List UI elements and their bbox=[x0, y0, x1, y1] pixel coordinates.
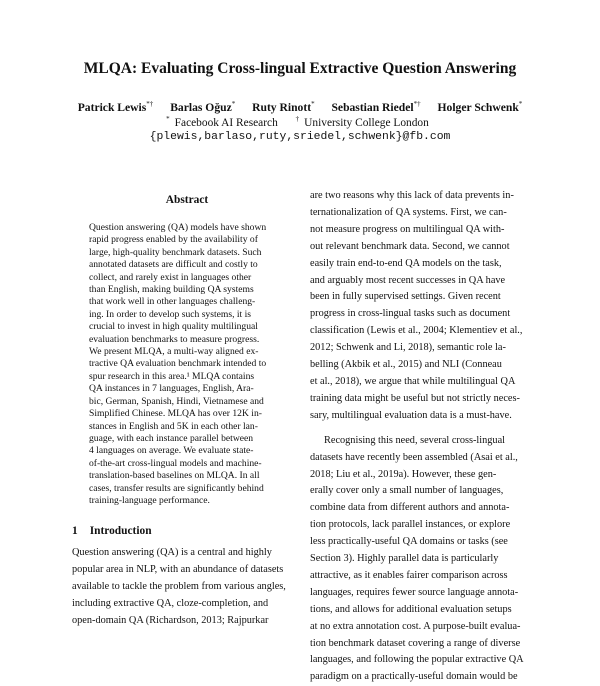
author: Barlas Oğuz* bbox=[170, 100, 236, 114]
text-line: less practically-useful QA domains or tasks (see bbox=[310, 536, 508, 548]
text-line: open-domain QA (Richardson, 2013; Rajpurkar bbox=[72, 614, 269, 626]
text-line: crucial to invest in high quality multilingual bbox=[89, 321, 258, 333]
affiliations bbox=[0, 117, 600, 129]
abstract-body bbox=[89, 222, 292, 507]
text-line: Section 3). Highly parallel data is particularly bbox=[310, 553, 499, 565]
section-number: 1 bbox=[72, 525, 78, 538]
text-line: including extractive QA, cloze-completion, and bbox=[72, 598, 269, 610]
text-line: easily train end-to-end QA models on the task, bbox=[310, 257, 502, 269]
text-line: tion benchmark dataset covering a range of diverse bbox=[310, 637, 521, 649]
text-line: 4 languages on average. We evaluate state- bbox=[89, 445, 254, 457]
text-line: attractive, as it enables fairer comparison across bbox=[310, 569, 508, 581]
text-line: translation-based baselines on MLQA. In all bbox=[89, 470, 260, 482]
text-line: at no extra annotation cost. A purpose-built evalua- bbox=[310, 620, 521, 632]
section-title: Introduction bbox=[89, 525, 152, 538]
text-line: evaluation benchmarks to measure progress. bbox=[89, 333, 260, 345]
author-list bbox=[0, 101, 600, 114]
text-line: tions, and allows for additional evaluation setups bbox=[310, 603, 512, 615]
introduction-body bbox=[72, 545, 302, 630]
text-line: stances in English and 5K in each other lan- bbox=[89, 420, 258, 432]
left-column bbox=[72, 194, 302, 630]
text-line: 2018; Liu et al., 2019a). However, these gen- bbox=[310, 468, 497, 480]
abstract-heading: Abstract bbox=[165, 194, 209, 206]
text-line: not measure progress on multilingual QA with- bbox=[310, 223, 505, 235]
text-line: popular area in NLP, with an abundance of datasets bbox=[72, 564, 284, 576]
author: Sebastian Riedel*† bbox=[331, 100, 421, 114]
text-line: collect, and rarely exist in languages other bbox=[89, 271, 252, 283]
text-line: erally cover only a small number of languages, bbox=[310, 485, 504, 497]
text-line: that work well in other languages challeng- bbox=[89, 296, 256, 308]
paragraph bbox=[310, 433, 532, 686]
text-line: available to tackle the problem from various angles, bbox=[72, 581, 286, 593]
text-line: 2012; Schwenk and Li, 2018), semantic role la- bbox=[310, 342, 506, 354]
author-emails: {plewis,barlaso,ruty,sriedel,schwenk}@fb.com bbox=[149, 131, 451, 143]
text-line: bic, German, Spanish, Hindi, Vietnamese and bbox=[89, 395, 264, 407]
affiliation: * Facebook AI Research bbox=[166, 115, 278, 129]
text-line: cases, transfer results are significantly behind bbox=[89, 482, 264, 494]
text-line: Question answering (QA) is a central and highly bbox=[72, 547, 272, 559]
text-line: spur research in this area.¹ MLQA contains bbox=[89, 370, 255, 382]
text-line: languages, requires fewer source language annota- bbox=[310, 586, 519, 598]
text-line: QA instances in 7 languages, English, Ara- bbox=[89, 383, 254, 395]
text-line: et al., 2018), we argue that while multilingual QA bbox=[310, 375, 516, 387]
text-line: paradigm on a practically-useful domain would be bbox=[310, 671, 518, 683]
text-line: annotated datasets are difficult and costly to bbox=[89, 259, 258, 271]
text-line: are two reasons why this lack of data prevents in- bbox=[310, 190, 514, 201]
text-line: of-the-art cross-lingual models and machine- bbox=[89, 457, 262, 469]
right-column bbox=[310, 188, 532, 686]
text-line: combine data from different authors and annota- bbox=[310, 502, 510, 514]
paragraph bbox=[310, 188, 532, 425]
text-line: Question answering (QA) models have shown bbox=[89, 222, 267, 233]
text-line: sary, multilingual evaluation data is a must-have. bbox=[310, 409, 512, 421]
text-line: guage, with each instance parallel between bbox=[89, 432, 254, 444]
text-line: progress in cross-lingual tasks such as document bbox=[310, 308, 511, 320]
text-line: rapid progress enabled by the availability of bbox=[89, 234, 258, 246]
text-line: languages, and following the popular extractive QA bbox=[310, 654, 524, 666]
author: Ruty Rinott* bbox=[252, 100, 315, 114]
text-line: Simplified Chinese. MLQA has over 12K in- bbox=[89, 408, 262, 420]
text-line: training-language performance. bbox=[89, 494, 210, 506]
text-line: Recognising this need, several cross-lingual bbox=[324, 434, 506, 446]
paper-title: MLQA: Evaluating Cross-lingual Extractive Question Answering bbox=[83, 60, 517, 77]
text-line: datasets have recently been assembled (Asai et al., bbox=[310, 451, 518, 463]
text-line: out relevant benchmark data. Second, we cannot bbox=[310, 240, 510, 252]
affiliation: † University College London bbox=[295, 115, 429, 129]
text-line: than English, making building QA systems bbox=[89, 284, 254, 296]
text-line: We present MLQA, a multi-way aligned ex- bbox=[89, 346, 259, 358]
text-line: tion protocols, lack parallel instances, or explore bbox=[310, 519, 511, 531]
author: Holger Schwenk* bbox=[437, 100, 523, 114]
author: Patrick Lewis*† bbox=[77, 100, 154, 114]
text-line: training data might be useful but not strictly neces- bbox=[310, 392, 520, 404]
text-line: ternationalization of QA systems. First, we can- bbox=[310, 206, 507, 218]
text-line: tractive QA evaluation benchmark intended to bbox=[89, 358, 267, 370]
text-line: ing. In order to develop such systems, it is bbox=[89, 308, 252, 320]
section-heading-introduction bbox=[72, 525, 302, 537]
text-line: belling (Akbik et al., 2015) and NLI (Conneau bbox=[310, 359, 502, 371]
text-line: classification (Lewis et al., 2004; Klementiev et al., bbox=[310, 325, 523, 337]
text-line: been in fully supervised settings. Given recent bbox=[310, 291, 501, 303]
text-line: and arguably most recent successes in QA have bbox=[310, 274, 506, 286]
text-line: large, high-quality benchmark datasets. Such bbox=[89, 246, 262, 258]
